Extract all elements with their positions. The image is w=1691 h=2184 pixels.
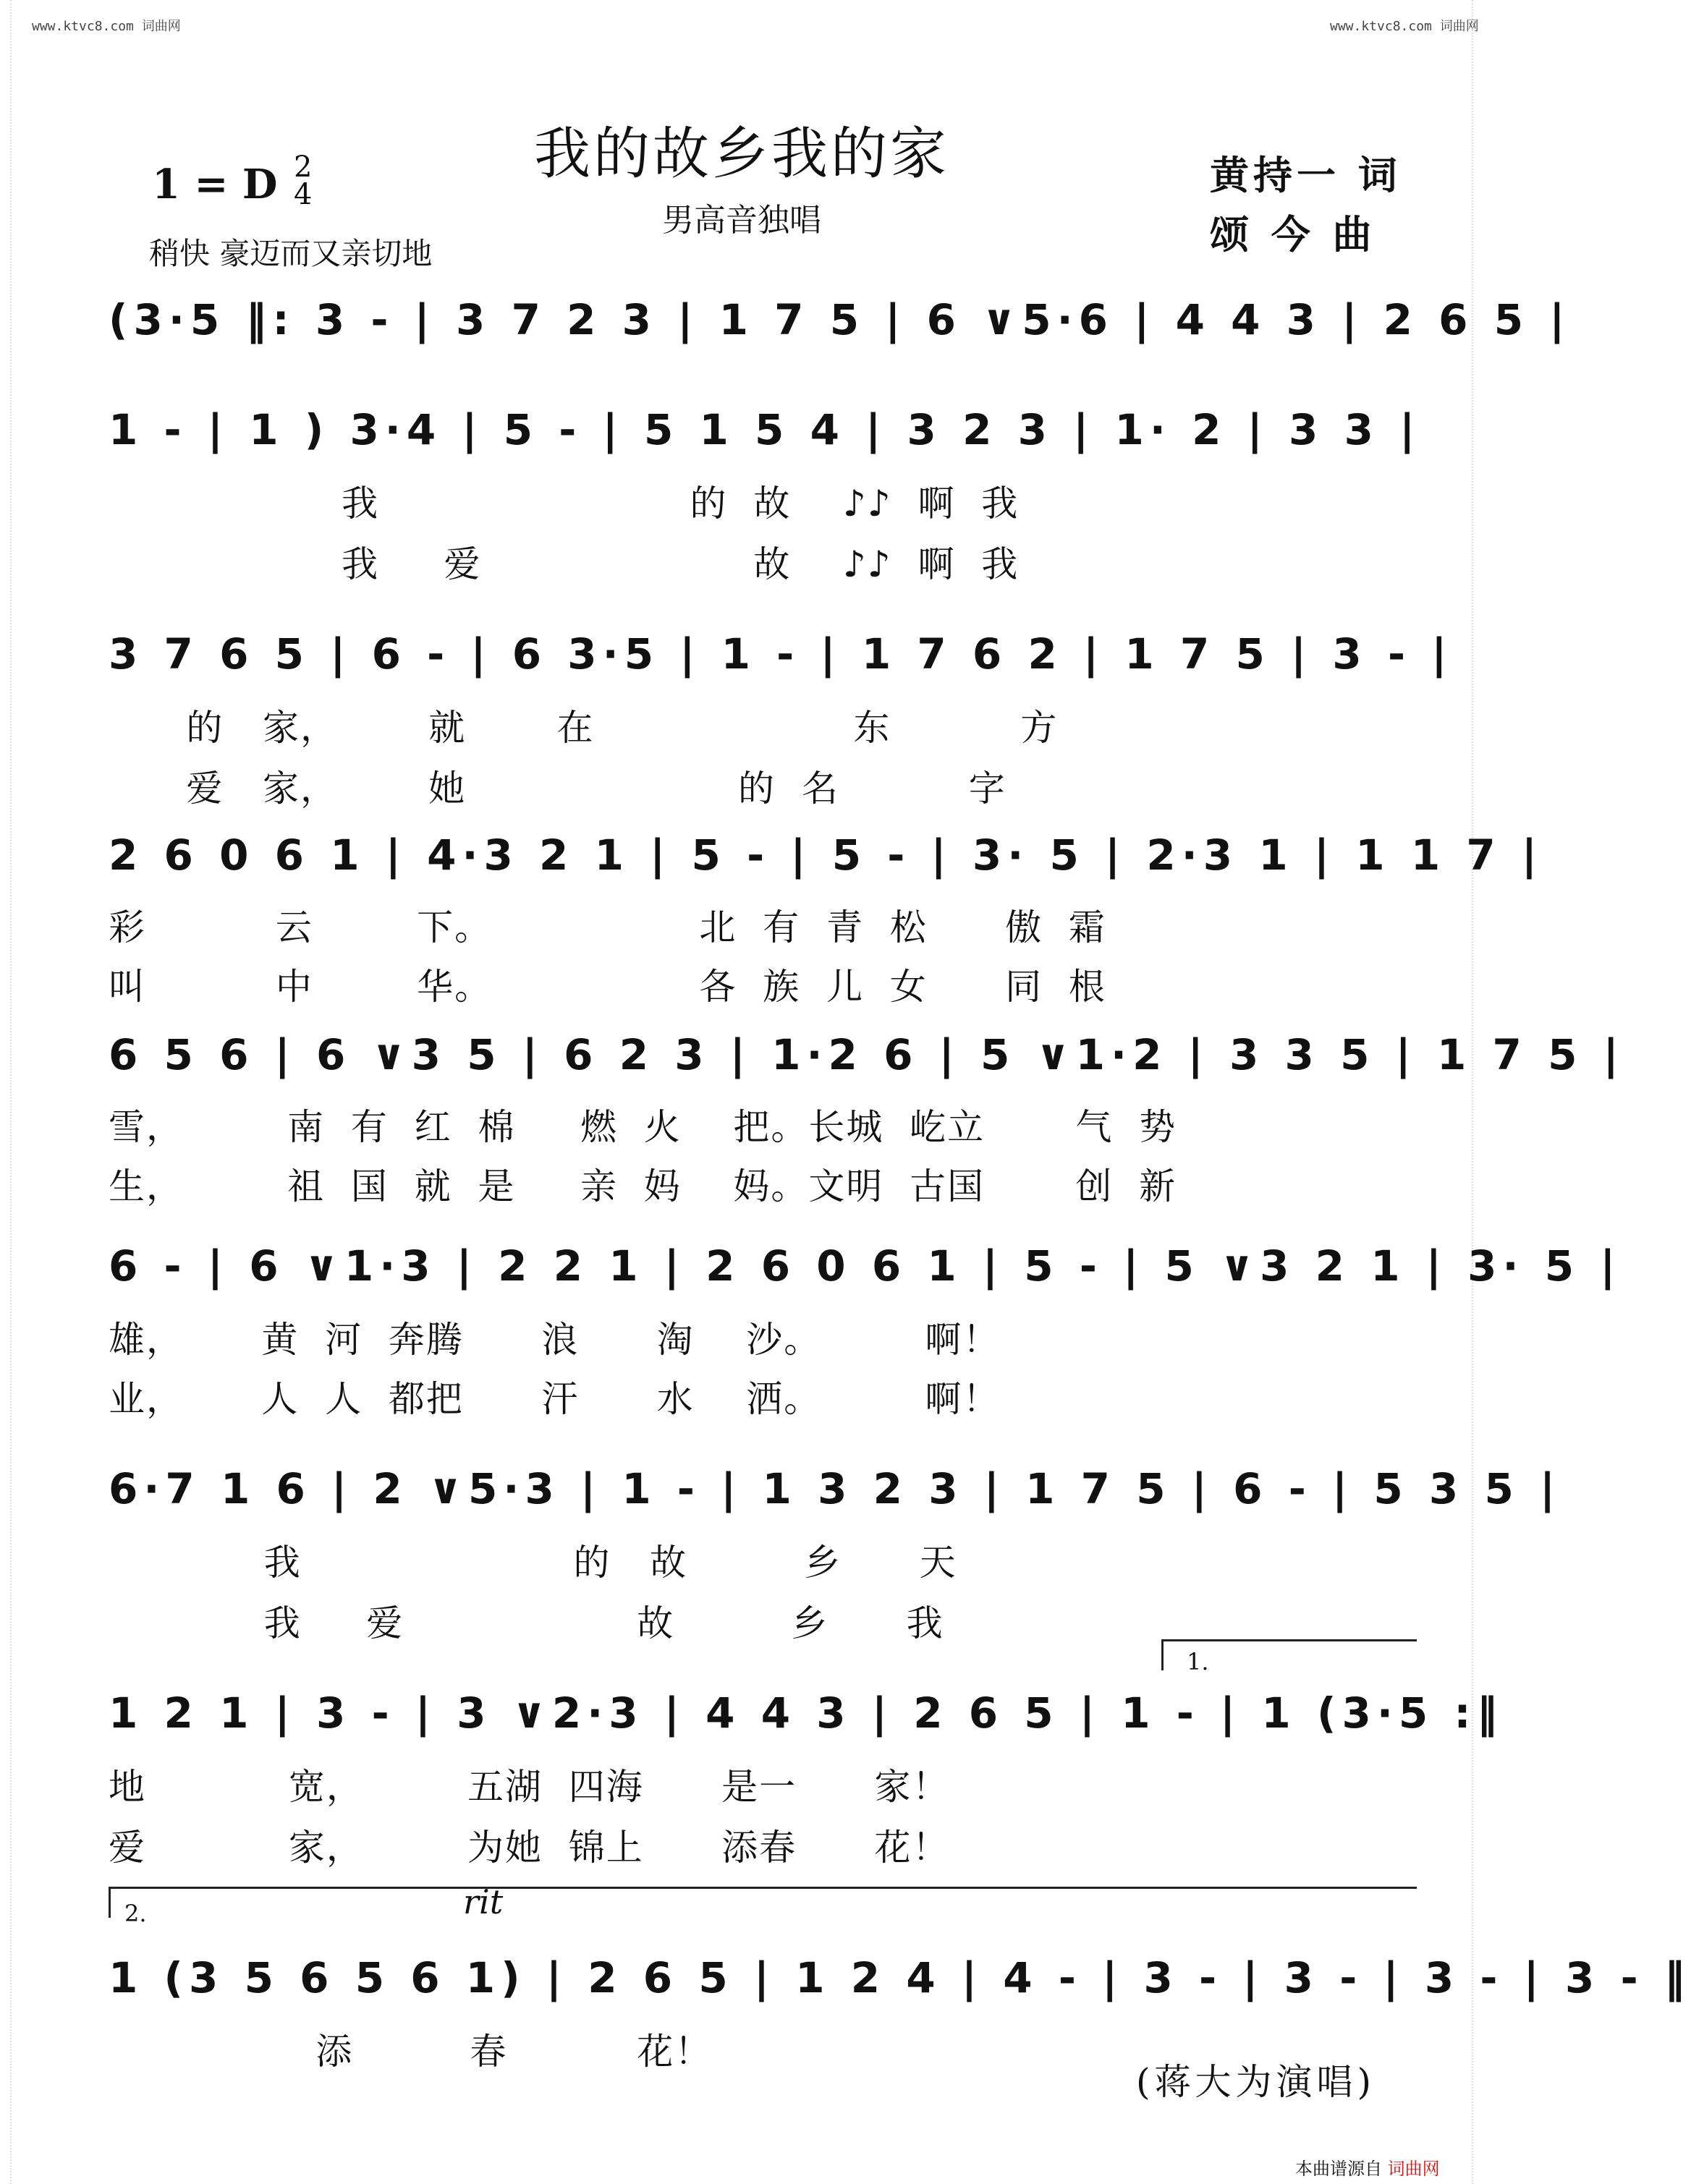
score-system-5 [109, 1030, 1624, 1210]
notes-line: (3·5 ‖: 3 - | 3 7 2 3 | 1 7 5 | 6 ∨5·6 | 4 4 3 | 2 6 5 | [109, 295, 1571, 344]
first-ending-mark: 1. [1187, 1648, 1209, 1675]
watermark-top-left: www.ktvc8.com 词曲网 [32, 19, 181, 34]
notes-line: 6·7 1 6 | 2 ∨5·3 | 1 - | 1 3 2 3 | 1 7 5 | 6 - | 5 3 5 | [109, 1464, 1561, 1513]
notes-line: 6 - | 6 ∨1·3 | 2 2 1 | 2 6 0 6 1 | 5 - | 5 ∨3 2 1 | 3· 5 | [109, 1241, 1622, 1291]
lyricist-credit: 黄持一 词 [1210, 152, 1402, 198]
source-footer [1295, 2154, 1440, 2180]
second-ending-bracket [109, 1887, 1417, 1918]
watermark-top-right: www.ktvc8.com 词曲网 [1330, 19, 1479, 34]
score-system-8 [109, 1688, 1504, 1871]
lyric-verse-1: 添 春 花！ [109, 2031, 713, 2073]
lyric-verse-2: 爱 家， 她 的 名 字 [109, 768, 1006, 810]
notes-line: 2 6 0 6 1 | 4·3 2 1 | 5 - | 5 - | 3· 5 | 2·3 1 | 1 1 7 | [109, 830, 1543, 880]
composer-credit: 颂 今 曲 [1210, 211, 1376, 258]
singer-credit: (蒋大为演唱) [1136, 2061, 1376, 2103]
notes-line: 6 5 6 | 6 ∨3 5 | 6 2 3 | 1·2 6 | 5 ∨1·2 | 3 3 5 | 1 7 5 | [109, 1030, 1624, 1079]
lyric-verse-1: 的 家， 就 在 东 方 [109, 707, 1059, 749]
lyric-verse-1: 地 宽， 五湖 四海 是一 家！ [109, 1766, 950, 1808]
notes-line: 1 2 1 | 3 - | 3 ∨2·3 | 4 4 3 | 2 6 5 | 1 - | 1 (3·5 :‖ [109, 1688, 1504, 1738]
second-ending-mark: 2. [124, 1900, 147, 1927]
lyric-verse-2: 我 爱 故 乡 我 [109, 1602, 944, 1644]
lyric-verse-1: 我 的 故 乡 天 [109, 1542, 957, 1584]
lyric-verse-2: 我 爱 故 ♪♪ 啊 我 [109, 543, 1020, 585]
notes-line: 1 - | 1 ) 3·4 | 5 - | 5 1 5 4 | 3 2 3 | 1· 2 | 3 3 | [109, 405, 1421, 454]
score-system-4 [109, 830, 1543, 1010]
key-signature: 1 = D [152, 161, 278, 208]
notes-line: 3 7 6 5 | 6 - | 6 3·5 | 1 - | 1 7 6 2 | 1 7 5 | 3 - | [109, 629, 1453, 679]
notes-line: 1 (3 5 6 5 6 1) | 2 6 5 | 1 2 4 | 4 - | 3 - | 3 - | 3 - | 3 - ‖ [109, 1953, 1691, 2002]
lyric-verse-2: 叫 中 华。 各 族 儿 女 同 根 [109, 966, 1106, 1008]
score-system-3 [109, 629, 1453, 812]
lyric-verse-1: 我 的 故 ♪♪ 啊 我 [109, 483, 1020, 524]
time-signature-bottom: 4 [294, 178, 313, 211]
first-ending-bracket [1161, 1639, 1417, 1670]
lyric-verse-2: 业， 人 人 都把 汗 水 洒。 啊！ [109, 1378, 1001, 1420]
score-system-6 [109, 1241, 1622, 1422]
footer-prefix: 本曲谱源自 [1295, 2159, 1382, 2179]
tempo-marking: 稍快 豪迈而又亲切地 [149, 236, 433, 271]
lyric-verse-1: 雄， 黄 河 奔腾 浪 淘 沙。 啊！ [109, 1319, 1001, 1361]
lyric-verse-1: 雪， 南 有 红 棉 燃 火 把。长城 屹立 气 势 [109, 1106, 1177, 1148]
time-signature [294, 150, 313, 211]
ritardando-marking: rit [463, 1882, 504, 1921]
score-system-7 [109, 1464, 1561, 1647]
footer-brand: 词曲网 [1387, 2159, 1440, 2179]
score-system-2 [109, 405, 1425, 587]
lyric-verse-2: 生， 祖 国 就 是 亲 妈 妈。文明 古国 创 新 [109, 1165, 1177, 1207]
lyric-verse-2: 爱 家， 为她 锦上 添春 花！ [109, 1827, 950, 1869]
song-title: 我的故乡我的家 [533, 122, 949, 187]
left-margin-border [0, 0, 12, 2184]
lyric-verse-1: 彩 云 下。 北 有 青 松 傲 霜 [109, 906, 1106, 948]
score-system-1 [109, 295, 1571, 344]
time-signature-top: 2 [294, 150, 313, 184]
song-subtitle: 男高音独唱 [662, 202, 821, 239]
